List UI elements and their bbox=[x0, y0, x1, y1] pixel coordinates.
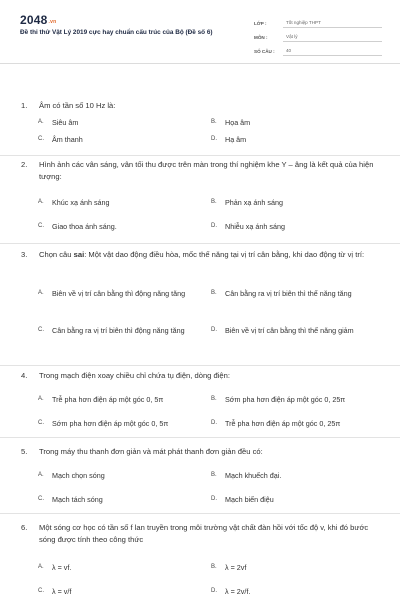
option-text: Họa âm bbox=[225, 118, 251, 127]
meta-count-label: SỐ CÂU : bbox=[254, 49, 275, 54]
option-b[interactable] bbox=[211, 470, 376, 481]
option-text: Âm thanh bbox=[52, 135, 83, 144]
question-text: Trong máy thu thanh đơn giản và mát phát thanh đơn giản đều có: bbox=[39, 447, 263, 456]
meta-class-value: Tốt nghiệp THPT bbox=[283, 20, 382, 28]
meta-subject-value: Vật lý bbox=[283, 34, 382, 42]
option-text: Mạch chọn sóng bbox=[52, 471, 105, 480]
option-letter: B. bbox=[211, 290, 217, 296]
option-text: Mạch tách sóng bbox=[52, 495, 103, 504]
option-letter: A. bbox=[38, 290, 44, 296]
option-letter: B. bbox=[211, 199, 217, 205]
option-letter: D. bbox=[211, 496, 217, 502]
option-letter: B. bbox=[211, 472, 217, 478]
question-stem bbox=[21, 522, 378, 546]
option-letter: C. bbox=[38, 496, 44, 502]
option-letter: C. bbox=[38, 588, 44, 594]
exam-header bbox=[0, 0, 400, 64]
question-prefix: Chọn câu bbox=[39, 250, 74, 259]
question-stem bbox=[21, 159, 378, 183]
question-stem bbox=[21, 446, 378, 458]
option-text: Sớm pha hơn điện áp một góc 0, 25π bbox=[225, 395, 346, 404]
option-text: Trễ pha hơn điện áp một góc 0, 5π bbox=[52, 395, 164, 404]
question-number: 5. bbox=[21, 447, 28, 456]
option-text: Cân bằng ra vị trí biên thì thế năng tăng bbox=[225, 289, 352, 298]
option-letter: C. bbox=[38, 327, 44, 333]
exam-title: Đề thi thử Vật Lý 2019 cực hay chuẩn cấu trúc của Bộ (Đề số 6) bbox=[20, 29, 213, 36]
meta-class-label: LỚP : bbox=[254, 21, 267, 26]
option-text: Giao thoa ánh sáng. bbox=[52, 222, 117, 231]
site-logo[interactable] bbox=[20, 13, 56, 27]
option-letter: A. bbox=[38, 119, 44, 125]
question-rest: : Một vật dao động điều hòa, mốc thế năng tại vị trí cân bằng, khi dao động từ vị trí: bbox=[84, 250, 365, 259]
option-a[interactable] bbox=[38, 562, 198, 573]
question-number: 3. bbox=[21, 250, 28, 259]
option-text: Phản xạ ánh sáng bbox=[225, 198, 283, 207]
option-letter: C. bbox=[38, 136, 44, 142]
logo-suffix: .vn bbox=[48, 19, 57, 25]
question-text: Âm có tần số 10 Hz là: bbox=[39, 101, 116, 110]
question-number: 2. bbox=[21, 160, 28, 169]
option-text: Khúc xạ ánh sáng bbox=[52, 198, 110, 207]
meta-count-value: 40 bbox=[283, 48, 382, 56]
question-number: 1. bbox=[21, 101, 28, 110]
option-letter: B. bbox=[211, 564, 217, 570]
question-text: Một sóng cơ học có tần số f lan truyền trong môi trường vật chất đàn hồi với tốc độ v, khi đó bước sóng được tính theo công thức bbox=[39, 523, 369, 544]
option-d[interactable] bbox=[211, 586, 376, 597]
option-text: Hạ âm bbox=[225, 135, 247, 144]
question-stem bbox=[21, 100, 378, 112]
option-b[interactable] bbox=[211, 394, 381, 405]
option-text: Trễ pha hơn điện áp một góc 0, 25π bbox=[225, 419, 341, 428]
meta-class-row bbox=[254, 14, 382, 28]
option-letter: B. bbox=[211, 396, 217, 402]
question-5 bbox=[0, 438, 400, 514]
option-text: Mạch khuếch đại. bbox=[225, 471, 282, 480]
option-letter: A. bbox=[38, 472, 44, 478]
question-number: 4. bbox=[21, 371, 28, 380]
question-2 bbox=[0, 156, 400, 244]
option-d[interactable] bbox=[211, 494, 376, 505]
logo-text: 2048 bbox=[20, 13, 48, 27]
question-text: Hình ảnh các vân sáng, vân tối thu được trên màn trong thí nghiệm khe Y – âng là kết quả của hiện tượng: bbox=[39, 160, 374, 181]
option-text: Cân bằng ra vị trí biên thì động năng tăng bbox=[52, 326, 185, 335]
option-letter: D. bbox=[211, 588, 217, 594]
option-text: Siêu âm bbox=[52, 118, 79, 127]
question-6 bbox=[0, 514, 400, 600]
question-1 bbox=[0, 100, 400, 156]
option-a[interactable] bbox=[38, 197, 198, 208]
option-d[interactable] bbox=[211, 221, 376, 232]
option-d[interactable] bbox=[211, 325, 376, 336]
option-a[interactable] bbox=[38, 117, 198, 128]
question-number: 6. bbox=[21, 523, 28, 532]
option-c[interactable] bbox=[38, 494, 198, 505]
option-text: Biên về vị trí cân bằng thì động năng tăng bbox=[52, 289, 186, 298]
option-text: λ = 2v/f. bbox=[225, 587, 251, 596]
option-c[interactable] bbox=[38, 586, 198, 597]
option-letter: D. bbox=[211, 327, 217, 333]
option-a[interactable] bbox=[38, 288, 208, 299]
exam-meta bbox=[254, 14, 382, 56]
option-letter: A. bbox=[38, 199, 44, 205]
option-letter: D. bbox=[211, 136, 217, 142]
meta-count-row bbox=[254, 42, 382, 56]
option-text: λ = v/f bbox=[52, 587, 72, 596]
option-d[interactable] bbox=[211, 418, 381, 429]
option-c[interactable] bbox=[38, 418, 208, 429]
question-text: Trong mạch điện xoay chiều chỉ chứa tụ điện, dòng điện: bbox=[39, 371, 230, 380]
option-text: Biên về vị trí cân bằng thì thế năng giảm bbox=[225, 326, 354, 335]
question-stem bbox=[21, 249, 378, 261]
option-d[interactable] bbox=[211, 134, 376, 145]
meta-subject-label: MÔN : bbox=[254, 35, 268, 40]
option-b[interactable] bbox=[211, 562, 376, 573]
option-c[interactable] bbox=[38, 221, 198, 232]
option-letter: D. bbox=[211, 223, 217, 229]
question-stem bbox=[21, 370, 378, 382]
option-text: λ = vf. bbox=[52, 563, 72, 572]
question-emphasis: sai bbox=[73, 250, 85, 259]
option-b[interactable] bbox=[211, 288, 376, 299]
option-b[interactable] bbox=[211, 117, 376, 128]
question-4 bbox=[0, 366, 400, 438]
option-letter: C. bbox=[38, 420, 44, 426]
meta-subject-row bbox=[254, 28, 382, 42]
question-text bbox=[39, 249, 378, 261]
option-letter: A. bbox=[38, 564, 44, 570]
option-letter: A. bbox=[38, 396, 44, 402]
option-c[interactable] bbox=[38, 325, 208, 336]
option-text: Sớm pha hơn điện áp một góc 0, 5π bbox=[52, 419, 169, 428]
option-letter: B. bbox=[211, 119, 217, 125]
option-c[interactable] bbox=[38, 134, 198, 145]
option-a[interactable] bbox=[38, 394, 208, 405]
option-letter: C. bbox=[38, 223, 44, 229]
question-3 bbox=[0, 244, 400, 366]
option-text: λ = 2vf bbox=[225, 563, 247, 572]
option-text: Mạch biến điệu bbox=[225, 495, 274, 504]
option-text: Nhiễu xạ ánh sáng bbox=[225, 222, 285, 231]
option-a[interactable] bbox=[38, 470, 198, 481]
option-letter: D. bbox=[211, 420, 217, 426]
option-b[interactable] bbox=[211, 197, 376, 208]
